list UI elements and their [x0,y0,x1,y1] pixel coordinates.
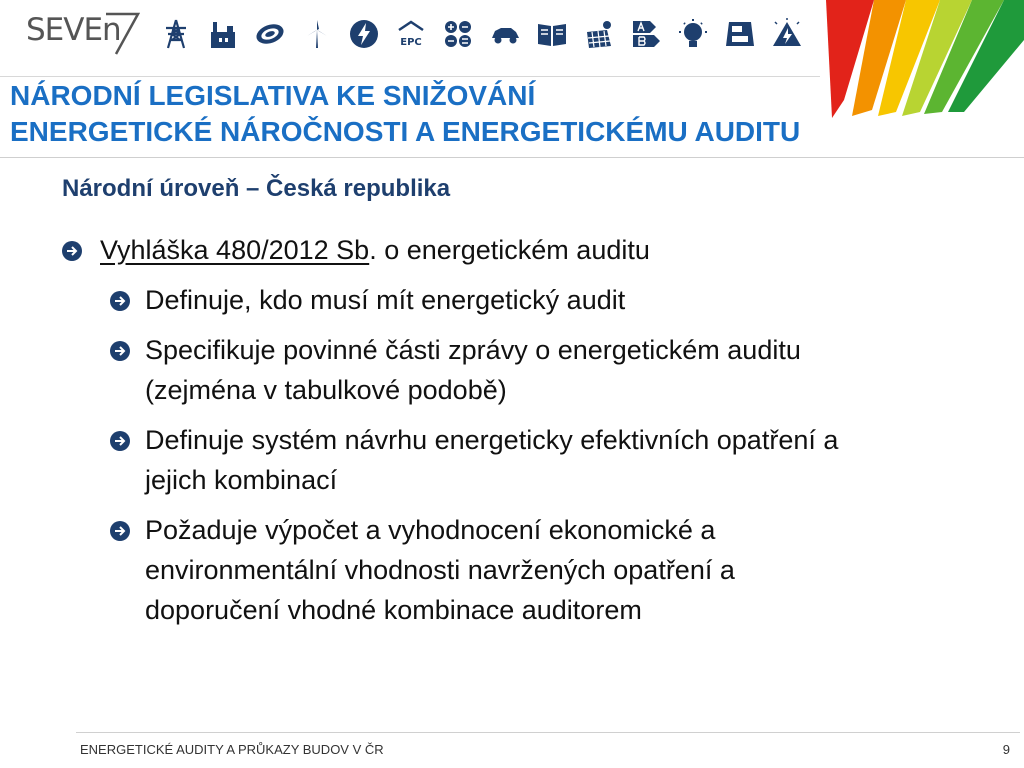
book-icon[interactable] [532,14,572,54]
energy-label-icon[interactable] [626,14,666,54]
sub-bullet [60,510,1010,630]
solar-panel-icon[interactable] [579,14,619,54]
title-line-1: NÁRODNÍ LEGISLATIVA KE SNIŽOVÁNÍ [10,80,536,111]
sub-bullet-text: Požaduje výpočet a vyhodnocení ekonomické a [145,515,716,545]
energy-bolt-icon[interactable] [344,14,384,54]
sub-bullet-text: (zejména v tabulkové podobě) [145,375,507,405]
sub-bullet-text: Specifikuje povinné části zprávy o energetickém auditu [145,335,801,365]
logo-text: SEVEn [26,12,121,48]
power-pylon-icon[interactable] [156,14,196,54]
car-icon[interactable] [485,14,525,54]
sub-bullet-text: environmentální vhodnosti navržených opatření a [145,555,735,585]
top-divider [0,76,820,77]
cloud-save-icon[interactable] [720,14,760,54]
sub-bullet-text: doporučení vhodné kombinace auditorem [145,595,642,625]
calculator-icon[interactable] [438,14,478,54]
arrow-bullet-icon [110,431,130,451]
title-divider [0,157,1024,158]
main-bullet-text: . o energetickém auditu [369,235,650,265]
rainbow-decoration [804,0,1024,130]
wind-turbine-icon[interactable] [297,14,337,54]
bulb-bright-icon[interactable] [673,14,713,54]
sub-bullet [60,330,1010,410]
epc-icon[interactable] [391,14,431,54]
sub-bullet-text: jejich kombinací [145,465,338,495]
logo-seven-mark-icon [104,8,140,56]
decree-link[interactable]: Vyhláška 480/2012 Sb [100,235,370,265]
page-number: 9 [1002,742,1010,757]
arrow-bullet-icon [110,521,130,541]
arrow-bullet-icon [62,241,82,261]
toolbar-icons [156,14,807,54]
industry-icon[interactable] [203,14,243,54]
sub-bullet-text: Definuje, kdo musí mít energetický audit [145,285,626,315]
sub-bullet [60,280,1010,320]
footer-divider [76,732,1020,733]
sub-bullet-text: Definuje systém návrhu energeticky efektivních opatření a [145,425,839,455]
arrow-bullet-icon [110,341,130,361]
page-title [10,78,800,150]
footer-text: ENERGETICKÉ AUDITY A PRŮKAZY BUDOV V ČR [80,742,384,757]
bullet-list [60,232,1010,640]
subtitle: Národní úroveň – Česká republika [62,175,451,202]
epc-icon-label: EPC [400,37,422,48]
light-bulb-icon[interactable] [250,14,290,54]
arrow-bullet-icon [110,291,130,311]
title-line-2: ENERGETICKÉ NÁROČNOSTI A ENERGETICKÉMU AUDITU [10,116,801,147]
sub-bullet [60,420,1010,500]
seven-logo[interactable] [26,10,136,60]
warning-icon[interactable] [767,14,807,54]
main-bullet [60,232,1010,268]
